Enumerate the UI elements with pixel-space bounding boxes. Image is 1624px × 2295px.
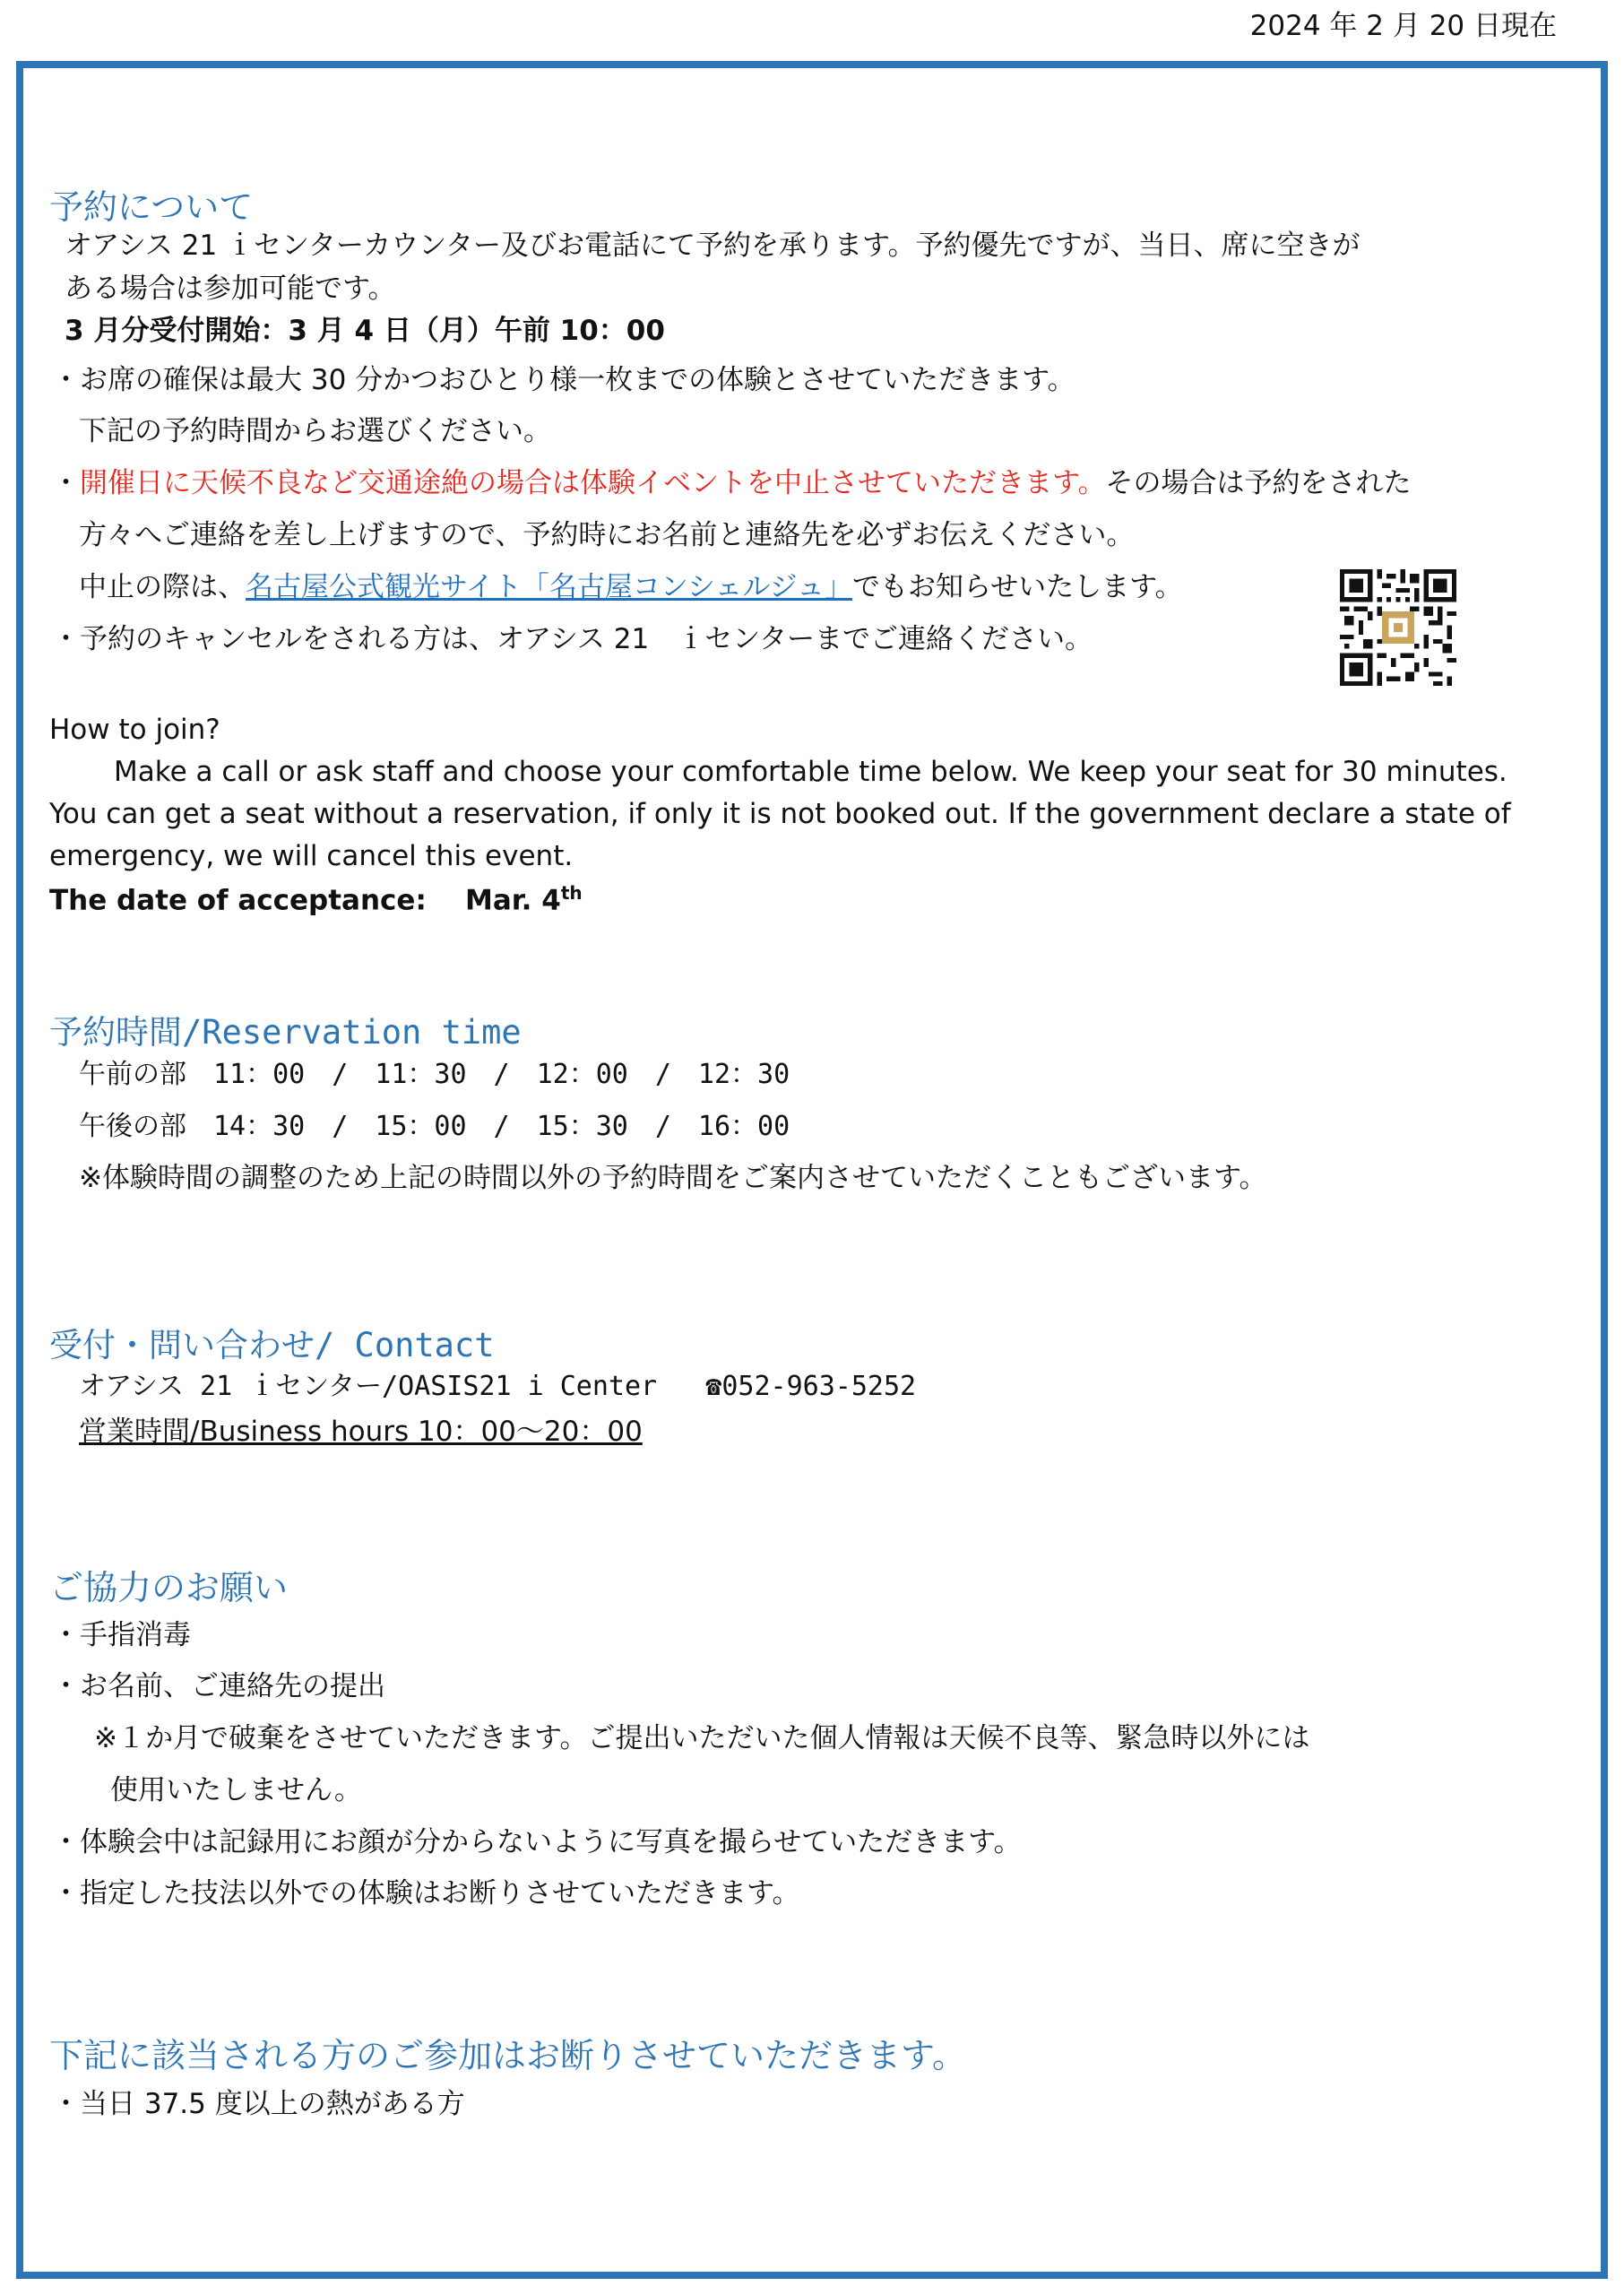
reservation-start-date: 3 月分受付開始：3 月 4 日（月）午前 10：00 <box>65 315 665 347</box>
contact-phone[interactable]: 052-963-5252 <box>721 1371 917 1402</box>
contact-heading: 受付・問い合わせ/ Contact <box>49 1326 495 1364</box>
date-note: 2024 年 2 月 20 日現在 <box>1249 10 1557 42</box>
times-note: ※体験時間の調整のため上記の時間以外の予約時間をご案内させていただくこともございます。 <box>79 1162 1267 1194</box>
acceptance-label: The date of acceptance: <box>49 884 427 917</box>
reservation-intro-line2: ある場合は参加可能です。 <box>65 273 396 305</box>
contact-center: オアシス 21 ｉセンター/OASIS21 i Center <box>79 1371 658 1402</box>
reservation-bullet-2 <box>52 466 1412 501</box>
contact-line <box>79 1370 916 1404</box>
reservation-bullet-1: ・お席の確保は最大 30 分かつおひとり様一枚までの体験とさせていただきます。 <box>52 364 1075 396</box>
reservation-heading: 予約について <box>49 187 254 227</box>
reservation-intro-line1: オアシス 21 ｉセンターカウンター及びお電話にて予約を承ります。予約優先ですが、当日、席に空きが <box>65 230 1361 262</box>
afternoon-times: 午後の部 14：30 / 15：00 / 15：30 / 16：00 <box>79 1111 790 1142</box>
nagoya-concierge-link[interactable]: 名古屋公式観光サイト「名古屋コンシェルジュ」 <box>246 571 853 603</box>
cancellation-warning: 開催日に天候不良など交通途絶の場合は体験イベントを中止させていただきます。 <box>80 467 1106 499</box>
cooperation-item-2-note-cont: 使用いたしません。 <box>110 1774 362 1806</box>
english-title: How to join? <box>49 714 220 746</box>
cooperation-item-2: ・お名前、ご連絡先の提出 <box>52 1670 385 1702</box>
times-heading: 予約時間/Reservation time <box>49 1013 522 1052</box>
english-line-1: Make a call or ask staff and choose your comfortable time below. We keep your seat for 30 minutes. <box>114 756 1507 788</box>
cooperation-item-3: ・体験会中は記録用にお顔が分からないように写真を撮らせていただきます。 <box>52 1826 1022 1858</box>
acceptance-date <box>49 882 583 918</box>
decline-heading: 下記に該当される方のご参加はお断りさせていただきます。 <box>49 2036 966 2075</box>
acceptance-date-value: Mar. 4 <box>465 884 561 917</box>
acceptance-date-sup: th <box>560 882 583 904</box>
english-line-3: emergency, we will cancel this event. <box>49 840 574 872</box>
cooperation-item-2-note: ※１か月で破棄をさせていただきます。ご提出いただいた個人情報は天候不良等、緊急時以外には <box>94 1722 1310 1754</box>
reservation-bullet-3: ・予約のキャンセルをされる方は、オアシス 21 ｉセンターまでご連絡ください。 <box>52 623 1093 655</box>
business-hours: 営業時間/Business hours 10：00～20：00 <box>79 1416 643 1448</box>
cooperation-item-1: ・手指消毒 <box>52 1619 191 1651</box>
bullet-marker: ・ <box>52 467 80 499</box>
cooperation-heading: ご協力のお願い <box>49 1568 289 1607</box>
bullet-2-rest: その場合は予約をされた <box>1105 467 1412 499</box>
english-line-2: You can get a seat without a reservation, if only it is not booked out. If the government declare a state of <box>49 798 1511 830</box>
cancel-notice <box>79 570 1183 605</box>
qr-code-icon[interactable] <box>1340 569 1456 686</box>
morning-times: 午前の部 11：00 / 11：30 / 12：00 / 12：30 <box>79 1059 790 1090</box>
reservation-bullet-1-cont: 下記の予約時間からお選びください。 <box>79 415 551 447</box>
cancel-suffix: でもお知らせいたします。 <box>852 571 1183 603</box>
decline-item-1: ・当日 37.5 度以上の熱がある方 <box>52 2088 465 2120</box>
phone-icon: ☎ <box>705 1371 722 1402</box>
cancel-prefix: 中止の際は、 <box>79 571 246 603</box>
cooperation-item-4: ・指定した技法以外での体験はお断りさせていただきます。 <box>52 1877 800 1910</box>
reservation-bullet-2-cont: 方々へご連絡を差し上げますので、予約時にお名前と連絡先を必ずお伝えください。 <box>79 519 1135 551</box>
